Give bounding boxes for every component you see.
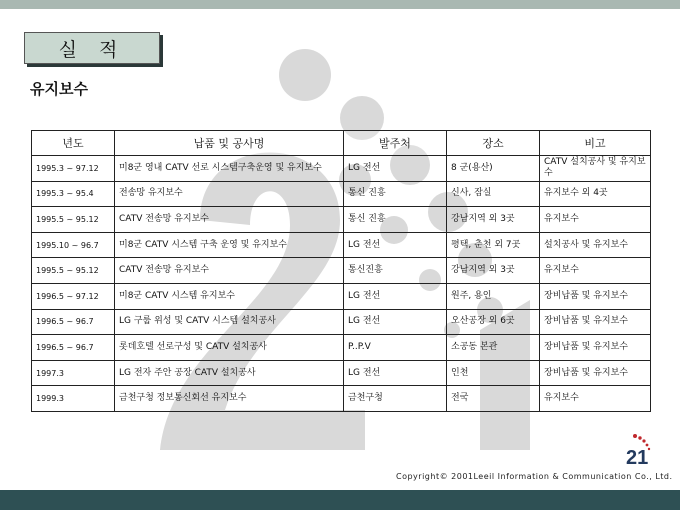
top-bar <box>0 0 680 9</box>
cell-place: 원주, 용인 <box>447 283 540 309</box>
cell-client: 통신 진흥 <box>344 181 447 207</box>
cell-note: 유지보수 <box>540 207 651 233</box>
table-row <box>32 386 651 412</box>
col-header-year: 년도 <box>32 131 115 156</box>
bottom-bar <box>0 490 680 510</box>
logo-text: 21 <box>626 447 649 466</box>
table-row <box>32 181 651 207</box>
cell-year: 1995.3 ~ 97.12 <box>32 156 115 182</box>
cell-note: 장비납품 및 유지보수 <box>540 309 651 335</box>
cell-year: 1996.5 ~ 96.7 <box>32 309 115 335</box>
cell-place: 오산공장 외 6곳 <box>447 309 540 335</box>
cell-year: 1999.3 <box>32 386 115 412</box>
performance-table <box>31 130 651 412</box>
cell-note: 장비납품 및 유지보수 <box>540 360 651 386</box>
cell-project: 롯데호텔 선로구성 및 CATV 설치공사 <box>115 335 344 361</box>
cell-year: 1995.3 ~ 95.4 <box>32 181 115 207</box>
cell-place: 강남지역 외 3곳 <box>447 258 540 284</box>
table-row <box>32 156 651 182</box>
page-title: 실 적 <box>24 32 160 64</box>
cell-client: 금천구청 <box>344 386 447 412</box>
cell-client: LG 전선 <box>344 283 447 309</box>
table-header-row <box>32 131 651 156</box>
cell-project: 미8군 CATV 시스템 구축 운영 및 유지보수 <box>115 232 344 258</box>
cell-place: 강남지역 외 3곳 <box>447 207 540 233</box>
cell-year: 1995.10 ~ 96.7 <box>32 232 115 258</box>
cell-project: 미8군 CATV 시스템 유지보수 <box>115 283 344 309</box>
cell-note: 장비납품 및 유지보수 <box>540 283 651 309</box>
cell-note: 유지보수 <box>540 386 651 412</box>
cell-note: CATV 설치공사 및 유지보수 <box>540 156 651 182</box>
cell-client: P..P.V <box>344 335 447 361</box>
cell-project: CATV 전송망 유지보수 <box>115 258 344 284</box>
cell-year: 1995.5 ~ 95.12 <box>32 207 115 233</box>
company-logo <box>624 432 660 466</box>
copyright-text: Copyright© 2001Leeil Information & Communication Co., Ltd. <box>396 472 673 481</box>
cell-place: 8 군(용산) <box>447 156 540 182</box>
cell-client: LG 전선 <box>344 232 447 258</box>
table-row <box>32 309 651 335</box>
cell-note: 장비납품 및 유지보수 <box>540 335 651 361</box>
cell-place: 인천 <box>447 360 540 386</box>
cell-place: 평택, 춘천 외 7곳 <box>447 232 540 258</box>
cell-client: LG 전선 <box>344 156 447 182</box>
cell-client: 통신진흥 <box>344 258 447 284</box>
cell-client: 통신 진흥 <box>344 207 447 233</box>
cell-client: LG 전선 <box>344 360 447 386</box>
cell-place: 신사, 잠실 <box>447 181 540 207</box>
cell-note: 유지보수 <box>540 258 651 284</box>
table-row <box>32 207 651 233</box>
cell-project: 전송망 유지보수 <box>115 181 344 207</box>
cell-year: 1995.5 ~ 95.12 <box>32 258 115 284</box>
cell-note: 유지보수 외 4곳 <box>540 181 651 207</box>
table-row <box>32 283 651 309</box>
cell-project: 미8군 영내 CATV 선로 시스템구축운영 및 유지보수 <box>115 156 344 182</box>
cell-year: 1996.5 ~ 96.7 <box>32 335 115 361</box>
table-row <box>32 335 651 361</box>
cell-client: LG 전선 <box>344 309 447 335</box>
cell-place: 전국 <box>447 386 540 412</box>
col-header-project: 납품 및 공사명 <box>115 131 344 156</box>
col-header-client: 발주처 <box>344 131 447 156</box>
cell-project: LG 전자 주안 공장 CATV 설치공사 <box>115 360 344 386</box>
section-subtitle: 유지보수 <box>30 80 88 98</box>
cell-note: 설치공사 및 유지보수 <box>540 232 651 258</box>
cell-year: 1996.5 ~ 97.12 <box>32 283 115 309</box>
table-row <box>32 258 651 284</box>
table-row <box>32 360 651 386</box>
col-header-note: 비고 <box>540 131 651 156</box>
cell-project: CATV 전송망 유지보수 <box>115 207 344 233</box>
cell-place: 소공동 본관 <box>447 335 540 361</box>
cell-project: LG 구룹 위성 및 CATV 시스템 설치공사 <box>115 309 344 335</box>
cell-year: 1997.3 <box>32 360 115 386</box>
table-row <box>32 232 651 258</box>
cell-project: 금천구청 정보통신회선 유지보수 <box>115 386 344 412</box>
col-header-place: 장소 <box>447 131 540 156</box>
